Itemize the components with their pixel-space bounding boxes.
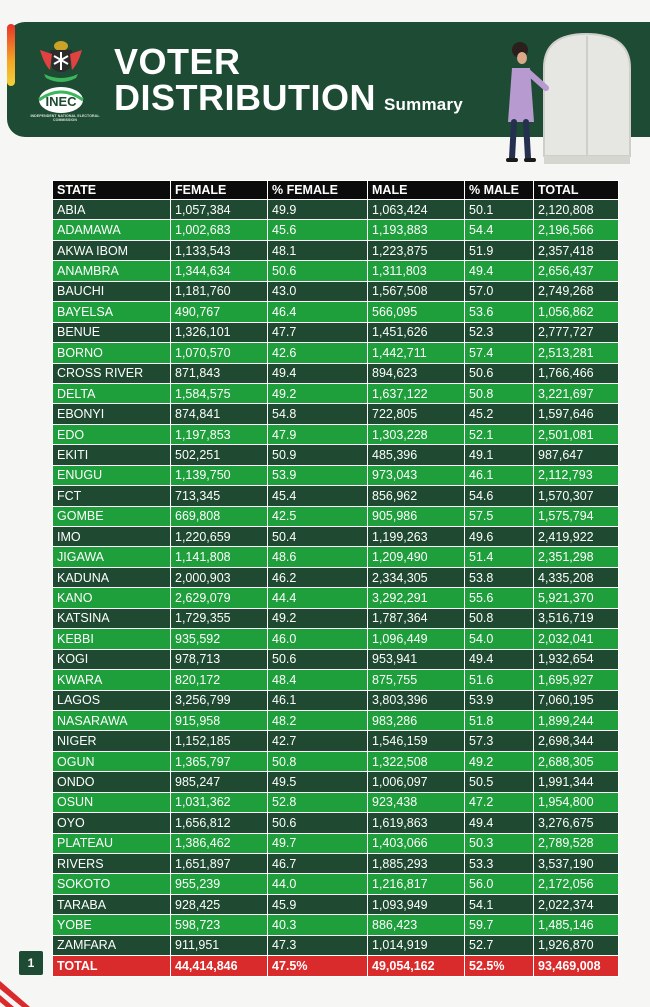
table-row	[53, 567, 619, 587]
cell-female: 985,247	[171, 772, 268, 792]
table-row	[53, 302, 619, 322]
cell-percent-female: 52.8	[268, 792, 368, 812]
cell-percent-female: 44.0	[268, 874, 368, 894]
column-header-total: TOTAL	[534, 181, 619, 200]
table-row	[53, 874, 619, 894]
cell-percent-male: 53.9	[465, 690, 534, 710]
cell-total: 1,926,870	[534, 935, 619, 955]
cell-percent-male: 54.0	[465, 629, 534, 649]
cell-percent-male: 51.8	[465, 710, 534, 730]
logo-text: INEC	[45, 94, 77, 109]
cell-percent-male: 49.4	[465, 261, 534, 281]
table-row	[53, 813, 619, 833]
cell-male: 1,451,626	[368, 322, 465, 342]
cell-state: IMO	[53, 527, 171, 547]
table-row	[53, 363, 619, 383]
column-header-female: FEMALE	[171, 181, 268, 200]
cell-percent-male: 50.1	[465, 200, 534, 220]
cell-percent-male: 59.7	[465, 915, 534, 935]
cell-female: 928,425	[171, 894, 268, 914]
table-row	[53, 792, 619, 812]
cell-male: 1,567,508	[368, 281, 465, 301]
total-female: 44,414,846	[171, 956, 268, 976]
table-row	[53, 731, 619, 751]
cell-percent-female: 49.2	[268, 608, 368, 628]
total-label: TOTAL	[53, 956, 171, 976]
cell-state: NASARAWA	[53, 710, 171, 730]
cell-female: 1,152,185	[171, 731, 268, 751]
table-row	[53, 629, 619, 649]
cell-state: AKWA IBOM	[53, 240, 171, 260]
cell-percent-female: 50.4	[268, 527, 368, 547]
cell-female: 1,220,659	[171, 527, 268, 547]
cell-total: 1,597,646	[534, 404, 619, 424]
table-row	[53, 772, 619, 792]
cell-total: 2,688,305	[534, 751, 619, 771]
table-row	[53, 200, 619, 220]
cell-total: 2,032,041	[534, 629, 619, 649]
cell-female: 1,181,760	[171, 281, 268, 301]
cell-total: 987,647	[534, 445, 619, 465]
cell-total: 2,789,528	[534, 833, 619, 853]
column-header-percent-male: % MALE	[465, 181, 534, 200]
cell-state: BAUCHI	[53, 281, 171, 301]
cell-total: 1,695,927	[534, 670, 619, 690]
cell-female: 598,723	[171, 915, 268, 935]
cell-male: 1,216,817	[368, 874, 465, 894]
page-title	[114, 41, 463, 123]
cell-percent-male: 54.4	[465, 220, 534, 240]
cell-male: 905,986	[368, 506, 465, 526]
cell-state: YOBE	[53, 915, 171, 935]
cell-total: 2,656,437	[534, 261, 619, 281]
cell-percent-male: 55.6	[465, 588, 534, 608]
cell-state: JIGAWA	[53, 547, 171, 567]
cell-total: 2,749,268	[534, 281, 619, 301]
corner-stripes-decoration	[0, 975, 40, 1007]
cell-male: 953,941	[368, 649, 465, 669]
cell-percent-male: 51.9	[465, 240, 534, 260]
table-row	[53, 527, 619, 547]
table-row	[53, 935, 619, 955]
cell-percent-female: 46.0	[268, 629, 368, 649]
table-body	[53, 200, 619, 956]
page-subtitle: Summary	[384, 95, 463, 114]
cell-percent-female: 43.0	[268, 281, 368, 301]
cell-state: KATSINA	[53, 608, 171, 628]
cell-male: 1,403,066	[368, 833, 465, 853]
cell-total: 3,537,190	[534, 854, 619, 874]
cell-state: EBONYI	[53, 404, 171, 424]
cell-percent-female: 47.9	[268, 424, 368, 444]
title-line-2: DISTRIBUTION	[114, 77, 376, 118]
cell-male: 1,311,803	[368, 261, 465, 281]
table-row	[53, 751, 619, 771]
cell-female: 3,256,799	[171, 690, 268, 710]
cell-male: 1,322,508	[368, 751, 465, 771]
cell-percent-male: 51.4	[465, 547, 534, 567]
cell-percent-male: 49.1	[465, 445, 534, 465]
cell-percent-male: 52.3	[465, 322, 534, 342]
cell-percent-female: 42.5	[268, 506, 368, 526]
cell-male: 2,334,305	[368, 567, 465, 587]
cell-state: GOMBE	[53, 506, 171, 526]
cell-state: NIGER	[53, 731, 171, 751]
cell-female: 935,592	[171, 629, 268, 649]
cell-percent-female: 54.8	[268, 404, 368, 424]
cell-state: CROSS RIVER	[53, 363, 171, 383]
cell-state: OSUN	[53, 792, 171, 812]
cell-male: 722,805	[368, 404, 465, 424]
inec-logo	[30, 34, 92, 126]
cell-percent-female: 42.6	[268, 343, 368, 363]
table-row	[53, 343, 619, 363]
cell-total: 2,172,056	[534, 874, 619, 894]
cell-male: 875,755	[368, 670, 465, 690]
total-male: 49,054,162	[368, 956, 465, 976]
cell-female: 669,808	[171, 506, 268, 526]
cell-female: 871,843	[171, 363, 268, 383]
cell-male: 983,286	[368, 710, 465, 730]
cell-male: 973,043	[368, 465, 465, 485]
cell-state: RIVERS	[53, 854, 171, 874]
cell-state: OYO	[53, 813, 171, 833]
cell-total: 1,954,800	[534, 792, 619, 812]
cell-percent-male: 50.8	[465, 383, 534, 403]
cell-percent-female: 49.5	[268, 772, 368, 792]
cell-percent-male: 50.6	[465, 363, 534, 383]
cell-total: 7,060,195	[534, 690, 619, 710]
cell-male: 923,438	[368, 792, 465, 812]
cell-female: 1,057,384	[171, 200, 268, 220]
cell-percent-female: 50.6	[268, 649, 368, 669]
cell-state: BENUE	[53, 322, 171, 342]
cell-total: 3,276,675	[534, 813, 619, 833]
cell-state: EKITI	[53, 445, 171, 465]
cell-percent-male: 49.2	[465, 751, 534, 771]
cell-state: LAGOS	[53, 690, 171, 710]
cell-state: ADAMAWA	[53, 220, 171, 240]
cell-total: 1,570,307	[534, 486, 619, 506]
table-row	[53, 547, 619, 567]
cell-total: 2,351,298	[534, 547, 619, 567]
cell-percent-male: 54.6	[465, 486, 534, 506]
cell-state: ABIA	[53, 200, 171, 220]
cell-percent-female: 46.7	[268, 854, 368, 874]
cell-total: 2,419,922	[534, 527, 619, 547]
cell-state: EDO	[53, 424, 171, 444]
cell-female: 978,713	[171, 649, 268, 669]
cell-percent-female: 49.2	[268, 383, 368, 403]
table-row	[53, 281, 619, 301]
cell-total: 2,501,081	[534, 424, 619, 444]
cell-male: 1,093,949	[368, 894, 465, 914]
cell-percent-female: 45.6	[268, 220, 368, 240]
cell-percent-female: 42.7	[268, 731, 368, 751]
cell-percent-female: 48.6	[268, 547, 368, 567]
cell-female: 874,841	[171, 404, 268, 424]
cell-percent-male: 53.8	[465, 567, 534, 587]
cell-female: 1,365,797	[171, 751, 268, 771]
cell-percent-male: 57.0	[465, 281, 534, 301]
cell-total: 2,120,808	[534, 200, 619, 220]
cell-percent-female: 48.2	[268, 710, 368, 730]
cell-female: 1,031,362	[171, 792, 268, 812]
cell-percent-male: 45.2	[465, 404, 534, 424]
cell-state: TARABA	[53, 894, 171, 914]
cell-state: OGUN	[53, 751, 171, 771]
logo-subtext: INDEPENDENT NATIONAL ELECTORAL COMMISSION	[30, 114, 100, 122]
cell-female: 2,629,079	[171, 588, 268, 608]
cell-total: 2,513,281	[534, 343, 619, 363]
cell-percent-male: 57.5	[465, 506, 534, 526]
cell-male: 1,209,490	[368, 547, 465, 567]
cell-female: 1,386,462	[171, 833, 268, 853]
cell-female: 2,000,903	[171, 567, 268, 587]
cell-female: 1,656,812	[171, 813, 268, 833]
table-row	[53, 240, 619, 260]
table-row	[53, 915, 619, 935]
cell-male: 1,096,449	[368, 629, 465, 649]
table-row	[53, 486, 619, 506]
table-row	[53, 649, 619, 669]
cell-percent-male: 56.0	[465, 874, 534, 894]
cell-percent-female: 49.9	[268, 200, 368, 220]
cell-percent-male: 53.6	[465, 302, 534, 322]
column-header-percent-female: % FEMALE	[268, 181, 368, 200]
table-row	[53, 608, 619, 628]
cell-male: 1,199,263	[368, 527, 465, 547]
cell-female: 820,172	[171, 670, 268, 690]
cell-male: 1,063,424	[368, 200, 465, 220]
cell-male: 1,193,883	[368, 220, 465, 240]
cell-state: KWARA	[53, 670, 171, 690]
cell-percent-male: 57.4	[465, 343, 534, 363]
cell-male: 886,423	[368, 915, 465, 935]
table-header-row	[53, 181, 619, 200]
table-row	[53, 220, 619, 240]
cell-percent-female: 40.3	[268, 915, 368, 935]
cell-male: 1,006,097	[368, 772, 465, 792]
title-line-1: VOTER	[114, 41, 241, 82]
cell-total: 1,991,344	[534, 772, 619, 792]
cell-percent-female: 47.3	[268, 935, 368, 955]
cell-percent-female: 46.4	[268, 302, 368, 322]
cell-male: 1,546,159	[368, 731, 465, 751]
cell-percent-female: 45.9	[268, 894, 368, 914]
cell-male: 856,962	[368, 486, 465, 506]
cell-percent-male: 47.2	[465, 792, 534, 812]
table-row	[53, 424, 619, 444]
cell-percent-male: 46.1	[465, 465, 534, 485]
accent-bar	[7, 24, 15, 86]
cell-male: 1,014,919	[368, 935, 465, 955]
cell-total: 1,932,654	[534, 649, 619, 669]
cell-percent-female: 47.7	[268, 322, 368, 342]
cell-percent-male: 50.5	[465, 772, 534, 792]
table-row	[53, 854, 619, 874]
cell-state: PLATEAU	[53, 833, 171, 853]
cell-percent-female: 50.6	[268, 261, 368, 281]
cell-total: 1,766,466	[534, 363, 619, 383]
cell-total: 2,698,344	[534, 731, 619, 751]
cell-percent-female: 48.1	[268, 240, 368, 260]
cell-female: 1,070,570	[171, 343, 268, 363]
cell-state: BORNO	[53, 343, 171, 363]
table-row	[53, 465, 619, 485]
cell-female: 1,651,897	[171, 854, 268, 874]
cell-male: 485,396	[368, 445, 465, 465]
table-row	[53, 833, 619, 853]
cell-total: 2,112,793	[534, 465, 619, 485]
total-voters: 93,469,008	[534, 956, 619, 976]
cell-total: 2,196,566	[534, 220, 619, 240]
cell-total: 1,056,862	[534, 302, 619, 322]
cell-percent-male: 49.4	[465, 813, 534, 833]
cell-percent-female: 49.4	[268, 363, 368, 383]
cell-female: 911,951	[171, 935, 268, 955]
cell-state: KADUNA	[53, 567, 171, 587]
cell-percent-female: 46.2	[268, 567, 368, 587]
cell-female: 490,767	[171, 302, 268, 322]
cell-male: 3,292,291	[368, 588, 465, 608]
cell-female: 713,345	[171, 486, 268, 506]
column-header-state: STATE	[53, 181, 171, 200]
cell-percent-female: 50.9	[268, 445, 368, 465]
voter-distribution-table-container	[52, 180, 618, 977]
cell-female: 1,326,101	[171, 322, 268, 342]
cell-percent-male: 50.8	[465, 608, 534, 628]
cell-percent-male: 52.1	[465, 424, 534, 444]
cell-male: 1,442,711	[368, 343, 465, 363]
table-row	[53, 261, 619, 281]
cell-female: 1,139,750	[171, 465, 268, 485]
cell-state: ANAMBRA	[53, 261, 171, 281]
cell-total: 1,899,244	[534, 710, 619, 730]
cell-male: 1,303,228	[368, 424, 465, 444]
cell-state: BAYELSA	[53, 302, 171, 322]
table-row	[53, 506, 619, 526]
cell-female: 1,344,634	[171, 261, 268, 281]
total-percent-male: 52.5%	[465, 956, 534, 976]
cell-percent-female: 49.7	[268, 833, 368, 853]
cell-male: 1,787,364	[368, 608, 465, 628]
cell-female: 1,002,683	[171, 220, 268, 240]
cell-percent-female: 48.4	[268, 670, 368, 690]
cell-total: 3,516,719	[534, 608, 619, 628]
cell-state: ENUGU	[53, 465, 171, 485]
cell-male: 1,885,293	[368, 854, 465, 874]
cell-percent-male: 51.6	[465, 670, 534, 690]
cell-total: 2,777,727	[534, 322, 619, 342]
table-row	[53, 588, 619, 608]
cell-state: ONDO	[53, 772, 171, 792]
table-row	[53, 690, 619, 710]
cell-female: 1,729,355	[171, 608, 268, 628]
cell-total: 4,335,208	[534, 567, 619, 587]
page-number: 1	[19, 951, 43, 975]
cell-female: 955,239	[171, 874, 268, 894]
voting-booth-illustration	[500, 28, 650, 168]
cell-percent-female: 50.8	[268, 751, 368, 771]
cell-percent-female: 53.9	[268, 465, 368, 485]
cell-percent-male: 54.1	[465, 894, 534, 914]
cell-total: 2,357,418	[534, 240, 619, 260]
cell-percent-female: 45.4	[268, 486, 368, 506]
cell-male: 1,223,875	[368, 240, 465, 260]
total-row	[53, 956, 619, 976]
table-row	[53, 322, 619, 342]
cell-state: SOKOTO	[53, 874, 171, 894]
table-row	[53, 670, 619, 690]
total-percent-female: 47.5%	[268, 956, 368, 976]
table-row	[53, 445, 619, 465]
cell-percent-male: 49.6	[465, 527, 534, 547]
cell-male: 894,623	[368, 363, 465, 383]
cell-male: 566,095	[368, 302, 465, 322]
cell-state: FCT	[53, 486, 171, 506]
cell-female: 915,958	[171, 710, 268, 730]
cell-female: 1,141,808	[171, 547, 268, 567]
cell-male: 1,619,863	[368, 813, 465, 833]
table-row	[53, 383, 619, 403]
cell-state: DELTA	[53, 383, 171, 403]
cell-female: 502,251	[171, 445, 268, 465]
cell-male: 1,637,122	[368, 383, 465, 403]
cell-state: KANO	[53, 588, 171, 608]
voter-distribution-table	[52, 180, 619, 977]
cell-state: ZAMFARA	[53, 935, 171, 955]
cell-total: 1,575,794	[534, 506, 619, 526]
cell-state: KOGI	[53, 649, 171, 669]
cell-state: KEBBI	[53, 629, 171, 649]
cell-percent-male: 57.3	[465, 731, 534, 751]
cell-percent-male: 52.7	[465, 935, 534, 955]
cell-percent-female: 44.4	[268, 588, 368, 608]
cell-percent-male: 49.4	[465, 649, 534, 669]
cell-percent-male: 53.3	[465, 854, 534, 874]
cell-total: 1,485,146	[534, 915, 619, 935]
cell-total: 3,221,697	[534, 383, 619, 403]
cell-percent-female: 46.1	[268, 690, 368, 710]
cell-female: 1,584,575	[171, 383, 268, 403]
column-header-male: MALE	[368, 181, 465, 200]
cell-female: 1,133,543	[171, 240, 268, 260]
cell-percent-male: 50.3	[465, 833, 534, 853]
cell-total: 5,921,370	[534, 588, 619, 608]
cell-percent-female: 50.6	[268, 813, 368, 833]
cell-female: 1,197,853	[171, 424, 268, 444]
cell-total: 2,022,374	[534, 894, 619, 914]
table-row	[53, 894, 619, 914]
cell-male: 3,803,396	[368, 690, 465, 710]
table-row	[53, 404, 619, 424]
table-row	[53, 710, 619, 730]
